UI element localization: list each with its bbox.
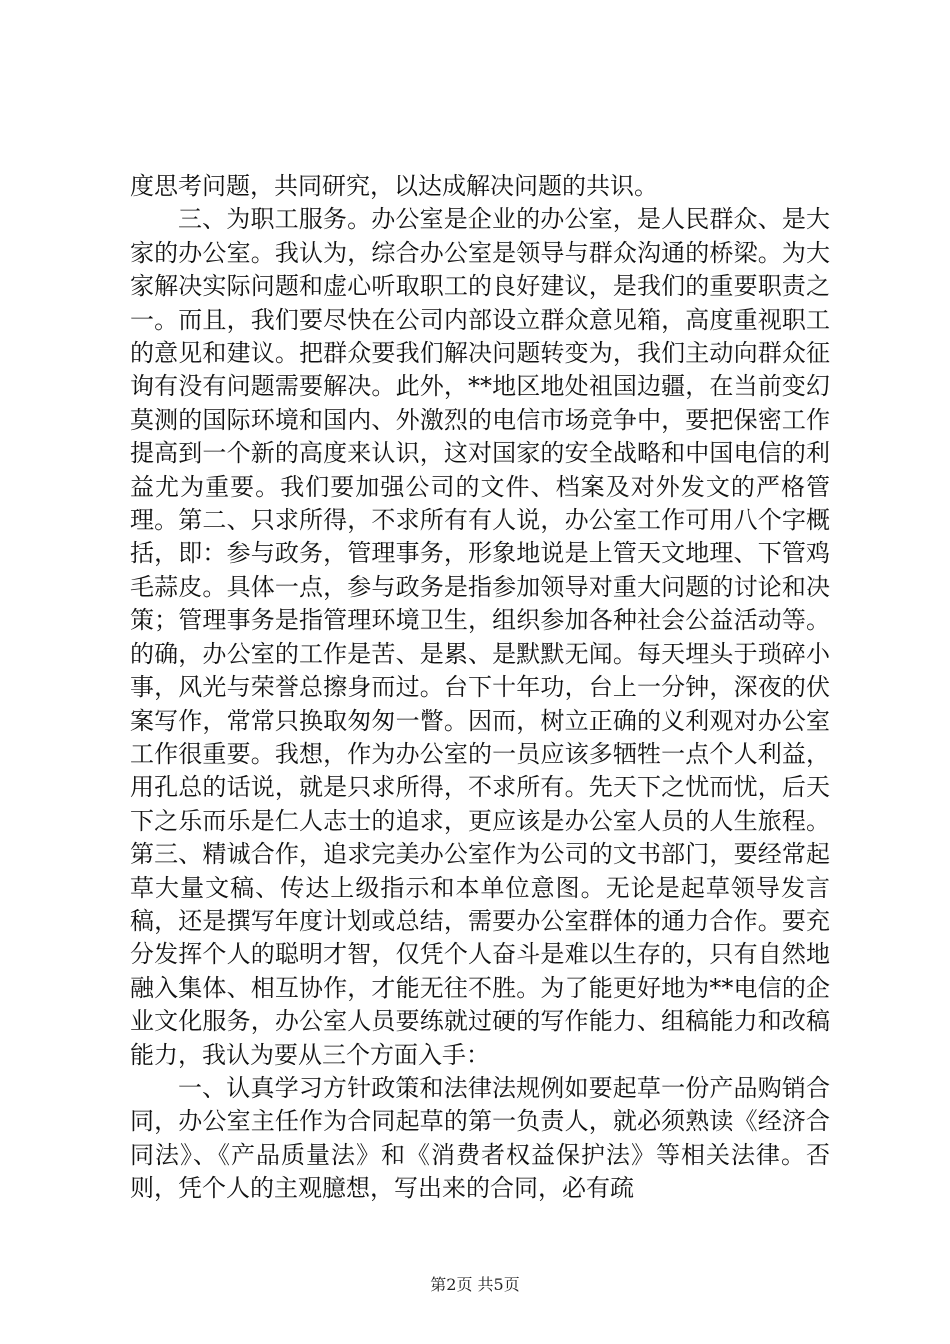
paragraph-3: 一、认真学习方针政策和法律法规例如要起草一份产品购销合同，办公室主任作为合同起草的第一负责人，就必须熟读《经济合同法》、《产品质量法》和《消费者权益保护法》等相关法律。否则，凭个人的主观臆想，写出来的合同，必有疏 <box>130 1073 830 1203</box>
document-body <box>130 170 830 1206</box>
paragraph-2: 三、为职工服务。办公室是企业的办公室，是人民群众、是大家的办公室。我认为，综合办公室是领导与群众沟通的桥梁。为大家解决实际问题和虚心听取职工的良好建议，是我们的重要职责之一。而且，我们要尽快在公司内部设立群众意见箱，高度重视职工的意见和建议。把群众要我们解决问题转变为，我们主动向群众征询有没有问题需要解决。此外，**地区地处祖国边疆，在当前变幻莫测的国际环境和国内、外激烈的电信市场竞争中，要把保密工作提高到一个新的高度来认识，这对国家的安全战略和中国电信的利益尤为重要。我们要加强公司的文件、档案及对外发文的严格管理。第二、只求所得，不求所有有人说，办公室工作可用八个字概括，即：参与政务，管理事务，形象地说是上管天文地理、下管鸡毛蒜皮。具体一点，参与政务是指参加领导对重大问题的讨论和决策；管理事务是指管理环境卫生，组织参加各种社会公益活动等。的确，办公室的工作是苦、是累、是默默无闻。每天埋头于琐碎小事，风光与荣誉总擦身而过。台下十年功，台上一分钟，深夜的伏案写作，常常只换取匆匆一瞥。因而，树立正确的义利观对办公室工作很重要。我想，作为办公室的一员应该多牺牲一点个人利益，用孔总的话说，就是只求所得，不求所有。先天下之忧而忧，后天下之乐而乐是仁人志士的追求，更应该是办公室人员的人生旅程。第三、精诚合作，追求完美办公室作为公司的文书部门，要经常起草大量文稿、传达上级指示和本单位意图。无论是起草领导发言稿，还是撰写年度计划或总结，需要办公室群体的通力合作。要充分发挥个人的聪明才智，仅凭个人奋斗是难以生存的，只有自然地融入集体、相互协作，才能无往不胜。为了能更好地为**电信的企业文化服务，办公室人员要练就过硬的写作能力、组稿能力和改稿能力，我认为要从三个方面入手： <box>130 205 830 1069</box>
paragraph-1: 度思考问题，共同研究，以达成解决问题的共识。 <box>130 172 658 200</box>
page-number-footer: 第2页 共5页 <box>430 1275 520 1294</box>
